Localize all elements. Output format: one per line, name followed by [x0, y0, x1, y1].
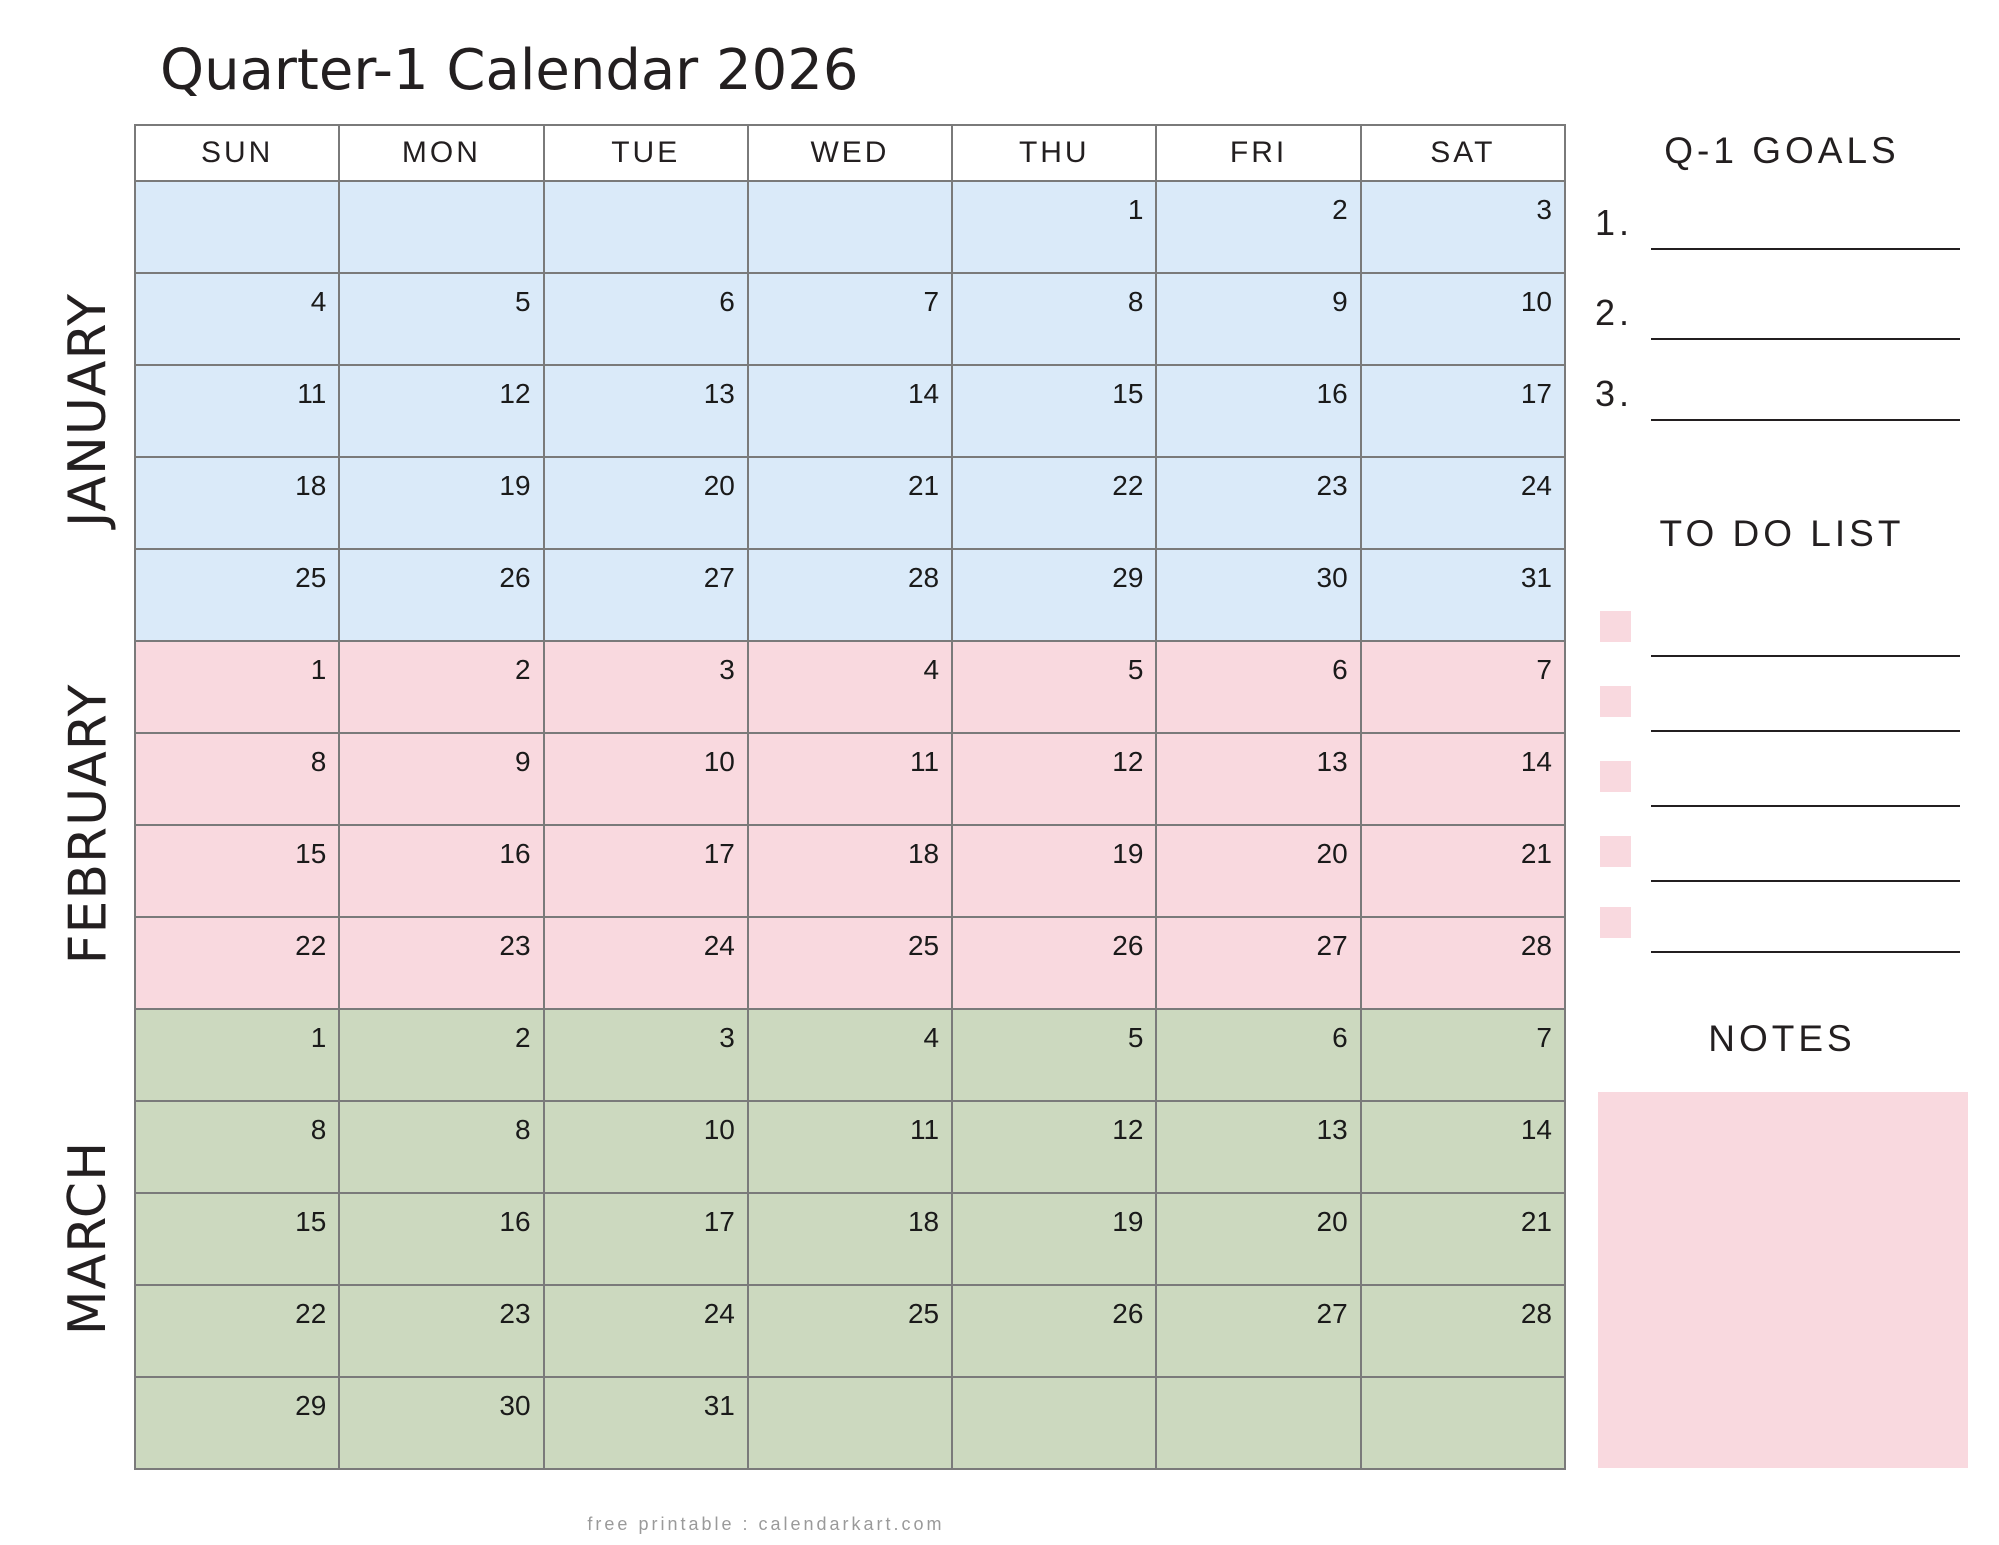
day-cell[interactable]: 5: [952, 641, 1156, 733]
day-cell[interactable]: 14: [1361, 1101, 1565, 1193]
day-cell[interactable]: 8: [135, 1101, 339, 1193]
march-weeks: [135, 1009, 1565, 1469]
day-cell[interactable]: 8: [952, 273, 1156, 365]
calendar-grid: [134, 124, 1566, 1470]
month-label-february: [58, 640, 118, 1008]
day-cell[interactable]: 16: [1156, 365, 1360, 457]
day-cell[interactable]: 14: [1361, 733, 1565, 825]
day-cell[interactable]: 11: [748, 733, 952, 825]
month-label-january: [58, 180, 118, 640]
day-cell[interactable]: [748, 1377, 952, 1469]
day-cell[interactable]: 15: [135, 825, 339, 917]
day-cell[interactable]: 6: [1156, 1009, 1360, 1101]
day-cell[interactable]: 20: [544, 457, 748, 549]
checkbox[interactable]: [1600, 836, 1631, 867]
day-cell[interactable]: 17: [544, 1193, 748, 1285]
todo-line: [1651, 880, 1960, 882]
day-cell[interactable]: 12: [952, 733, 1156, 825]
day-cell[interactable]: 27: [1156, 1285, 1360, 1377]
day-cell[interactable]: 5: [952, 1009, 1156, 1101]
day-cell[interactable]: 23: [339, 917, 543, 1009]
notes-area[interactable]: [1598, 1092, 1968, 1468]
day-cell[interactable]: 26: [952, 917, 1156, 1009]
week-row: [135, 365, 1565, 457]
february-weeks: [135, 641, 1565, 1009]
week-row: [135, 641, 1565, 733]
day-cell[interactable]: 24: [544, 917, 748, 1009]
day-cell[interactable]: 28: [748, 549, 952, 641]
day-cell[interactable]: 6: [544, 273, 748, 365]
weekday-header: TUE: [544, 125, 748, 181]
day-cell[interactable]: 21: [748, 457, 952, 549]
day-cell[interactable]: 1: [135, 641, 339, 733]
january-weeks: [135, 181, 1565, 641]
footer-credit: free printable : calendarkart.com: [587, 1514, 945, 1534]
day-cell[interactable]: 13: [1156, 1101, 1360, 1193]
day-cell[interactable]: 28: [1361, 917, 1565, 1009]
day-cell[interactable]: 24: [544, 1285, 748, 1377]
day-cell[interactable]: [952, 1377, 1156, 1469]
day-cell[interactable]: 10: [1361, 273, 1565, 365]
day-cell[interactable]: 30: [339, 1377, 543, 1469]
day-cell[interactable]: 13: [1156, 733, 1360, 825]
day-cell[interactable]: 15: [135, 1193, 339, 1285]
day-cell[interactable]: [1361, 1377, 1565, 1469]
day-cell[interactable]: [748, 181, 952, 273]
day-cell[interactable]: [339, 181, 543, 273]
todo-line: [1651, 951, 1960, 953]
day-cell[interactable]: 29: [135, 1377, 339, 1469]
day-cell[interactable]: 6: [1156, 641, 1360, 733]
todo-line: [1651, 805, 1960, 807]
week-row: [135, 1009, 1565, 1101]
day-cell[interactable]: 22: [135, 917, 339, 1009]
day-cell[interactable]: 2: [339, 1009, 543, 1101]
weekday-header: SUN: [135, 125, 339, 181]
week-row: [135, 181, 1565, 273]
weekday-header: SAT: [1361, 125, 1565, 181]
week-row: [135, 457, 1565, 549]
day-cell[interactable]: 4: [135, 273, 339, 365]
day-cell[interactable]: 21: [1361, 1193, 1565, 1285]
day-cell[interactable]: 4: [748, 641, 952, 733]
todo-item[interactable]: [1600, 757, 1960, 807]
day-cell[interactable]: 25: [135, 549, 339, 641]
day-cell[interactable]: 22: [135, 1285, 339, 1377]
day-cell[interactable]: 8: [339, 1101, 543, 1193]
day-cell[interactable]: 2: [1156, 181, 1360, 273]
day-cell[interactable]: [544, 181, 748, 273]
notes-heading: NOTES: [1708, 1018, 1856, 1059]
day-cell[interactable]: 16: [339, 1193, 543, 1285]
week-row: [135, 1285, 1565, 1377]
day-cell[interactable]: 15: [952, 365, 1156, 457]
day-cell[interactable]: 24: [1361, 457, 1565, 549]
weekday-header: WED: [748, 125, 952, 181]
goal-item[interactable]: [1595, 371, 1960, 421]
day-cell[interactable]: 10: [544, 1101, 748, 1193]
day-cell[interactable]: 17: [1361, 365, 1565, 457]
day-cell[interactable]: 18: [748, 825, 952, 917]
weekday-header-row: [135, 125, 1565, 181]
goal-item[interactable]: [1595, 200, 1960, 250]
month-name: FEBRUARY: [58, 683, 118, 965]
day-cell[interactable]: 1: [135, 1009, 339, 1101]
checkbox[interactable]: [1600, 686, 1631, 717]
week-row: [135, 549, 1565, 641]
day-cell[interactable]: 12: [339, 365, 543, 457]
day-cell[interactable]: 27: [1156, 917, 1360, 1009]
day-cell[interactable]: 27: [544, 549, 748, 641]
day-cell[interactable]: 14: [748, 365, 952, 457]
day-cell[interactable]: 20: [1156, 825, 1360, 917]
week-row: [135, 273, 1565, 365]
day-cell[interactable]: 7: [748, 273, 952, 365]
day-cell[interactable]: 4: [748, 1009, 952, 1101]
checkbox[interactable]: [1600, 761, 1631, 792]
day-cell[interactable]: 19: [952, 825, 1156, 917]
day-cell[interactable]: 18: [135, 457, 339, 549]
goal-item[interactable]: [1595, 290, 1960, 340]
day-cell[interactable]: 8: [135, 733, 339, 825]
week-row: [135, 1193, 1565, 1285]
goal-line: [1651, 248, 1960, 250]
week-row: [135, 917, 1565, 1009]
day-cell[interactable]: 1: [952, 181, 1156, 273]
day-cell[interactable]: 23: [1156, 457, 1360, 549]
day-cell[interactable]: 5: [339, 273, 543, 365]
day-cell[interactable]: 26: [952, 1285, 1156, 1377]
todo-item[interactable]: [1600, 607, 1960, 657]
day-cell[interactable]: 10: [544, 733, 748, 825]
goal-line: [1651, 338, 1960, 340]
day-cell[interactable]: 19: [952, 1193, 1156, 1285]
day-cell[interactable]: 20: [1156, 1193, 1360, 1285]
month-label-march: [58, 1008, 118, 1468]
day-cell[interactable]: 7: [1361, 1009, 1565, 1101]
day-cell[interactable]: 17: [544, 825, 748, 917]
goal-number: 1.: [1595, 202, 1634, 243]
todo-line: [1651, 655, 1960, 657]
day-cell[interactable]: 2: [339, 641, 543, 733]
todo-item[interactable]: [1600, 903, 1960, 953]
todo-item[interactable]: [1600, 682, 1960, 732]
day-cell[interactable]: 21: [1361, 825, 1565, 917]
week-row: [135, 825, 1565, 917]
todo-item[interactable]: [1600, 832, 1960, 882]
checkbox[interactable]: [1600, 611, 1631, 642]
day-cell[interactable]: 3: [1361, 181, 1565, 273]
goal-number: 3.: [1595, 373, 1634, 414]
day-cell[interactable]: 18: [748, 1193, 952, 1285]
day-cell[interactable]: 31: [544, 1377, 748, 1469]
goal-line: [1651, 419, 1960, 421]
day-cell[interactable]: 28: [1361, 1285, 1565, 1377]
day-cell[interactable]: 3: [544, 641, 748, 733]
weekday-header: FRI: [1156, 125, 1360, 181]
page-title: Quarter-1 Calendar 2026: [160, 38, 859, 103]
goal-number: 2.: [1595, 292, 1634, 333]
checkbox[interactable]: [1600, 907, 1631, 938]
day-cell[interactable]: 19: [339, 457, 543, 549]
day-cell[interactable]: [1156, 1377, 1360, 1469]
week-row: [135, 733, 1565, 825]
day-cell[interactable]: 25: [748, 1285, 952, 1377]
day-cell[interactable]: 25: [748, 917, 952, 1009]
day-cell[interactable]: 13: [544, 365, 748, 457]
weekday-header: THU: [952, 125, 1156, 181]
day-cell[interactable]: 31: [1361, 549, 1565, 641]
week-row: [135, 1377, 1565, 1469]
month-name: MARCH: [58, 1140, 119, 1336]
day-cell[interactable]: 12: [952, 1101, 1156, 1193]
day-cell[interactable]: 11: [748, 1101, 952, 1193]
day-cell[interactable]: [135, 181, 339, 273]
day-cell[interactable]: 7: [1361, 641, 1565, 733]
todo-line: [1651, 730, 1960, 732]
day-cell[interactable]: 16: [339, 825, 543, 917]
day-cell[interactable]: 9: [339, 733, 543, 825]
day-cell[interactable]: 26: [339, 549, 543, 641]
month-name: JANUARY: [58, 292, 118, 528]
day-cell[interactable]: 3: [544, 1009, 748, 1101]
day-cell[interactable]: 30: [1156, 549, 1360, 641]
weekday-header: MON: [339, 125, 543, 181]
day-cell[interactable]: 11: [135, 365, 339, 457]
todo-heading: TO DO LIST: [1659, 513, 1905, 554]
week-row: [135, 1101, 1565, 1193]
goals-heading: Q-1 GOALS: [1664, 130, 1900, 171]
day-cell[interactable]: 29: [952, 549, 1156, 641]
day-cell[interactable]: 9: [1156, 273, 1360, 365]
day-cell[interactable]: 22: [952, 457, 1156, 549]
day-cell[interactable]: 23: [339, 1285, 543, 1377]
